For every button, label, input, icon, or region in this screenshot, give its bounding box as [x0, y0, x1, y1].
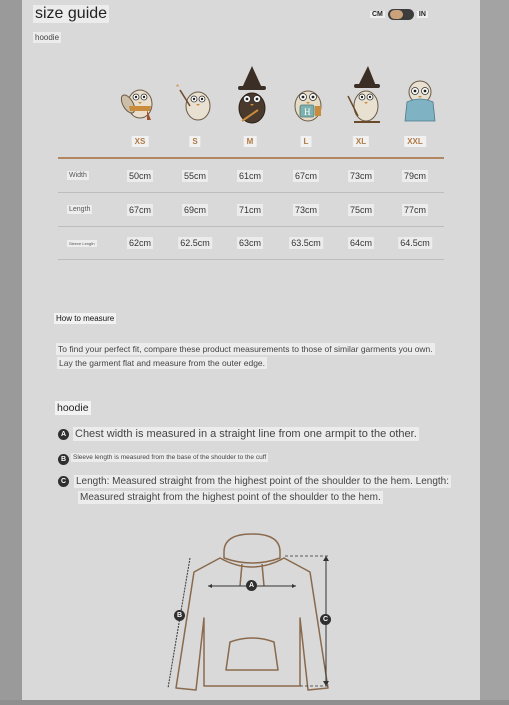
page-title: size guide: [35, 5, 108, 22]
svg-text:H: H: [304, 107, 311, 117]
table-cell: 55cm: [183, 171, 207, 181]
size-label-l: L: [301, 136, 312, 147]
hoodie-diagram: [160, 528, 340, 700]
table-cell: 64cm: [349, 238, 373, 248]
unit-cm-label[interactable]: CM: [372, 11, 383, 18]
size-label-xs: XS: [132, 136, 149, 147]
how-to-measure-text-2: Lay the garment flat and measure from the outer edge.: [59, 358, 266, 368]
how-to-measure-title: How to measure: [56, 314, 115, 323]
table-top-border: [58, 157, 444, 159]
diagram-marker-b: B: [174, 610, 185, 621]
instruction-b: Sleeve length is measured from the base of the shoulder to the cuff: [73, 454, 267, 461]
owl-wizard-broom-icon: [334, 66, 394, 126]
table-cell: 63.5cm: [291, 238, 321, 248]
right-margin: [480, 0, 509, 700]
diagram-marker-c: C: [320, 614, 331, 625]
instruction-c-continued: Measured straight from the highest point of the shoulder to the hem.: [80, 492, 381, 503]
hoodie-section-heading: hoodie: [57, 402, 89, 414]
table-cell: 67cm: [128, 205, 152, 215]
unit-switch-knob[interactable]: [390, 10, 403, 19]
owl-illustrations: [36, 66, 444, 126]
owl-witch-hat-icon: [222, 66, 282, 126]
badge-b: B: [58, 454, 69, 465]
row-label-length: Length: [69, 206, 91, 213]
table-cell: 73cm: [294, 205, 318, 215]
diagram-marker-a: A: [246, 580, 257, 591]
table-cell: 71cm: [238, 205, 262, 215]
instruction-c: Length: Measured straight from the highest point of the shoulder to the hem. Length:: [76, 476, 450, 487]
how-to-measure-text-1: To find your perfect fit, compare these product measurements to those of similar garments you own.: [58, 344, 433, 354]
owl-letter-h-icon: [278, 66, 338, 126]
table-cell: 73cm: [349, 171, 373, 181]
table-cell: 63cm: [238, 238, 262, 248]
instruction-a: Chest width is measured in a straight line from one armpit to the other.: [75, 428, 417, 440]
table-cell: 75cm: [349, 205, 373, 215]
size-label-xl: XL: [353, 136, 369, 147]
size-label-xxl: XXL: [404, 136, 426, 147]
row-divider: [58, 192, 444, 193]
row-divider: [58, 259, 444, 260]
product-type-label: hoodie: [35, 33, 60, 42]
table-cell: 62cm: [128, 238, 152, 248]
table-cell: 62.5cm: [180, 238, 210, 248]
table-cell: 61cm: [238, 171, 262, 181]
badge-c: C: [58, 476, 69, 487]
table-cell: 79cm: [403, 171, 427, 181]
size-label-m: M: [244, 136, 257, 147]
owl-wand-icon: [166, 66, 226, 126]
table-cell: 64.5cm: [400, 238, 430, 248]
svg-text:*: *: [176, 83, 180, 92]
table-cell: 69cm: [183, 205, 207, 215]
unit-in-label[interactable]: IN: [418, 11, 426, 18]
row-divider: [58, 226, 444, 227]
left-margin: [0, 0, 22, 700]
owl-sweater-icon: [390, 66, 450, 126]
table-cell: 50cm: [128, 171, 152, 181]
unit-switch[interactable]: [388, 9, 414, 20]
table-cell: 67cm: [294, 171, 318, 181]
row-label-sleeve-length: Sleeve Length: [69, 241, 95, 246]
owl-scarf-icon: [110, 66, 170, 126]
row-label-width: Width: [69, 172, 87, 179]
unit-toggle[interactable]: [370, 9, 428, 20]
badge-a: A: [58, 429, 69, 440]
table-cell: 77cm: [403, 205, 427, 215]
size-label-s: S: [189, 136, 200, 147]
